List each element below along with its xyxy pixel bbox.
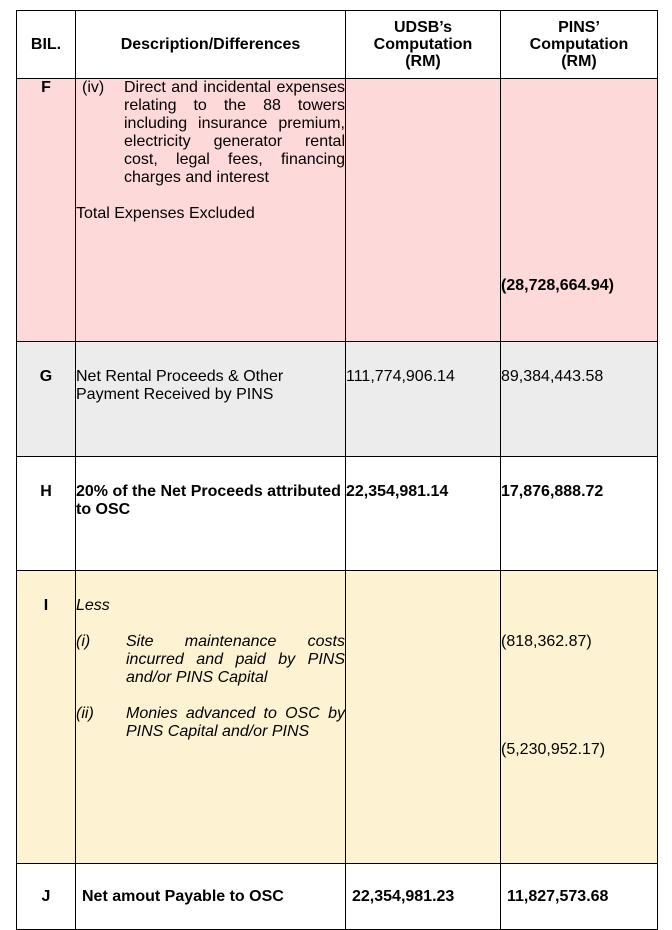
udsb-header-line1: UDSB’s bbox=[393, 19, 453, 36]
less-item-ii bbox=[76, 705, 345, 741]
udsb-header bbox=[346, 11, 501, 79]
total-expenses-value: (28,728,664.94) bbox=[501, 277, 614, 294]
description-cell-j: Net amout Payable to OSC bbox=[76, 864, 346, 930]
bil-cell-h: H bbox=[17, 457, 76, 571]
item-marker: (ii) bbox=[76, 705, 94, 722]
pins-cell-i bbox=[501, 571, 658, 864]
table-row-i bbox=[17, 571, 658, 864]
computation-table bbox=[16, 10, 658, 930]
bil-cell-i: I bbox=[17, 571, 76, 864]
table-row-g bbox=[17, 342, 658, 457]
pins-header-line1: PINS’ bbox=[558, 19, 600, 36]
description-header: Description/Differences bbox=[76, 11, 346, 79]
expense-item-iv bbox=[76, 79, 345, 187]
udsb-cell-i bbox=[346, 571, 501, 864]
table-row-h bbox=[17, 457, 658, 571]
bil-cell-g: G bbox=[17, 342, 76, 457]
udsb-cell-g: 111,774,906.14 bbox=[346, 342, 501, 457]
less-item-i bbox=[76, 633, 345, 687]
udsb-cell-f bbox=[346, 79, 501, 342]
udsb-header-line3: (RM) bbox=[405, 53, 441, 70]
pins-cell-f bbox=[501, 79, 658, 342]
total-expenses-label: Total Expenses Excluded bbox=[76, 205, 255, 222]
bil-header: BIL. bbox=[17, 11, 76, 79]
pins-header-line2: Computation bbox=[529, 36, 629, 53]
description-cell-g: Net Rental Proceeds & Other Payment Received by PINS bbox=[76, 342, 346, 457]
pins-header bbox=[501, 11, 658, 79]
description-cell-h: 20% of the Net Proceeds attributed to OSC bbox=[76, 457, 346, 571]
bil-cell-j: J bbox=[17, 864, 76, 930]
udsb-cell-h: 22,354,981.14 bbox=[346, 457, 501, 571]
item-marker: (iv) bbox=[82, 79, 105, 96]
description-cell-i bbox=[76, 571, 346, 864]
item-marker: (i) bbox=[76, 633, 91, 650]
item-text: Site maintenance costs incurred and paid by PINS and/or PINS Capital bbox=[126, 633, 345, 686]
pins-cell-h: 17,876,888.72 bbox=[501, 457, 658, 571]
less-value-ii: (5,230,952.17) bbox=[501, 741, 606, 758]
description-cell-f bbox=[76, 79, 346, 342]
udsb-cell-j: 22,354,981.23 bbox=[346, 864, 501, 930]
pins-cell-g: 89,384,443.58 bbox=[501, 342, 658, 457]
pins-cell-j: 11,827,573.68 bbox=[501, 864, 658, 930]
pins-header-line3: (RM) bbox=[561, 53, 597, 70]
item-text: Monies advanced to OSC by PINS Capital and/or PINS bbox=[126, 705, 345, 740]
table-row-f bbox=[17, 79, 658, 342]
item-text: Direct and incidental expenses relating to the 88 towers including insurance premium, electricity generator rental cost, legal fees, financing charges and interest bbox=[124, 79, 345, 186]
less-value-i: (818,362.87) bbox=[501, 633, 592, 650]
less-label: Less bbox=[76, 597, 110, 614]
bil-cell-f: F bbox=[17, 79, 76, 342]
table-header-row bbox=[17, 11, 658, 79]
udsb-header-line2: Computation bbox=[373, 36, 473, 53]
table-row-j bbox=[17, 864, 658, 930]
